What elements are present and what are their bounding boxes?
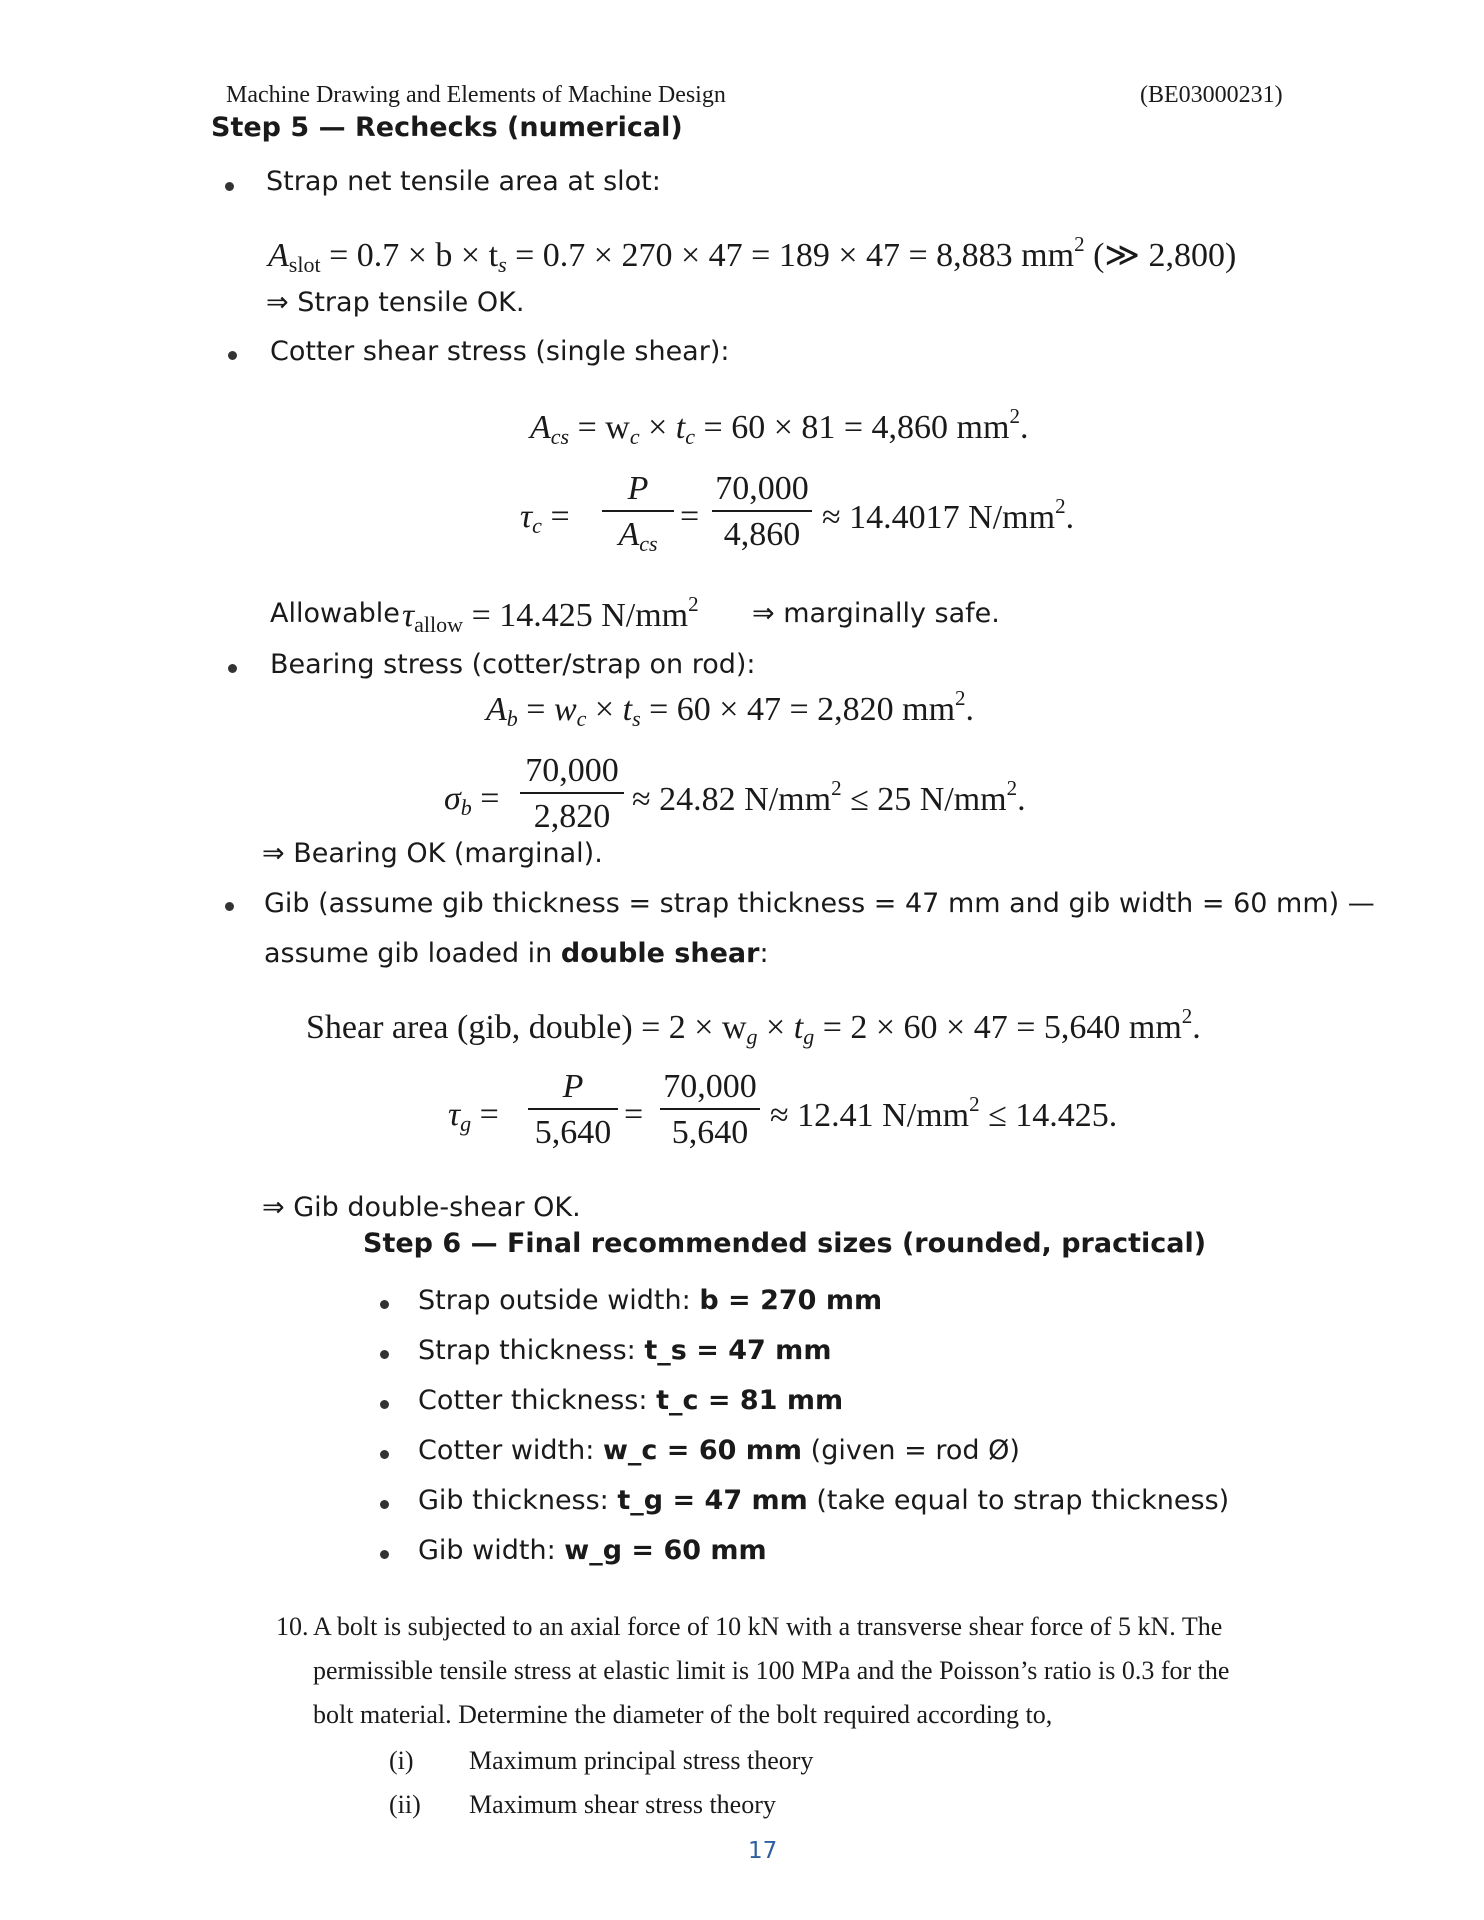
equation-gib-area: Shear area (gib, double) = $2 \times w_g \times t_g = 2 \times 60 \times 47 = 5,640$ $mm^2$. bbox=[306, 1004, 1201, 1049]
tau-c-symbol: $\tau_c$ = bbox=[520, 498, 570, 538]
bullet-dot bbox=[380, 1400, 389, 1409]
bullet-label-gib-line1: Gib (assume gib thickness = strap thickness = 47 mm and gib width = 60 mm) — bbox=[264, 888, 1375, 919]
question-number: 10. bbox=[276, 1612, 309, 1641]
step6-item-label: Gib thickness: bbox=[418, 1485, 618, 1516]
header-code: (BE03000231) bbox=[1140, 82, 1283, 108]
header-title: Machine Drawing and Elements of Machine Design bbox=[226, 82, 726, 108]
subpart-text-ii: Maximum shear stress theory bbox=[469, 1790, 776, 1819]
equation-cotter-area: $A_{cs} = w_c \times t_c = 60 \times 81 = 4,860$ $mm^2$. bbox=[530, 404, 1029, 449]
step6-list-item bbox=[418, 1535, 767, 1566]
step6-item-value: t_g = 47 mm bbox=[617, 1485, 808, 1516]
step6-title: Step 6 — Final recommended sizes (rounded, practical) bbox=[363, 1228, 1207, 1259]
page-number: 17 bbox=[748, 1838, 778, 1864]
question-line-1: A bolt is subjected to an axial force of 10 kN with a transverse shear force of 5 kN. The bbox=[313, 1612, 1223, 1641]
allowable-stress: $\tau_{allow} = 14.425$ $N/mm^2$ bbox=[402, 592, 699, 637]
bullet-dot bbox=[380, 1450, 389, 1459]
step6-list-item bbox=[418, 1485, 1229, 1516]
bullet-label-cotter-shear: Cotter shear stress (single shear): bbox=[270, 336, 730, 367]
equation-strap-area: $A_{slot} = 0.7 \times b \times t_s = 0.7 \times 270 \times 47 = 189 \times 47 = 8,883$ $mm^2$ (≫ 2,800) bbox=[268, 232, 1237, 277]
bullet-dot bbox=[228, 664, 237, 673]
fraction-tau-c-numeric: 70,000 4,860 bbox=[712, 470, 812, 554]
tau-g-result: ≈ 12.41 $N/mm^2 \le 14.425$. bbox=[770, 1092, 1118, 1134]
question-line-3: bolt material. Determine the diameter of the bolt required according to, bbox=[313, 1700, 1053, 1729]
step6-item-value: b = 270 mm bbox=[699, 1285, 883, 1316]
bullet-dot bbox=[225, 902, 234, 911]
step6-item-label: Cotter thickness: bbox=[418, 1385, 657, 1416]
bullet-dot bbox=[380, 1550, 389, 1559]
step6-item-label: Strap thickness: bbox=[418, 1335, 645, 1366]
equals-sign: = bbox=[624, 1096, 644, 1133]
bullet-dot bbox=[380, 1500, 389, 1509]
step5-title: Step 5 — Rechecks (numerical) bbox=[211, 112, 683, 143]
result-strap-tensile: ⇒ Strap tensile OK. bbox=[266, 287, 525, 318]
step6-item-label: Strap outside width: bbox=[418, 1285, 700, 1316]
equation-bearing-area: $A_b = w_c \times t_s = 60 \times 47 = 2,820$ $mm^2$. bbox=[486, 686, 975, 731]
sigma-b-result: ≈ 24.82 $N/mm^2 \le 25$ $N/mm^2$. bbox=[632, 776, 1026, 818]
bullet-dot bbox=[380, 1350, 389, 1359]
bullet-label-gib-line2: assume gib loaded in double shear: bbox=[264, 938, 769, 969]
step6-list-item bbox=[418, 1335, 831, 1366]
fraction-sigma-b: 70,000 2,820 bbox=[520, 752, 624, 836]
result-gib: ⇒ Gib double-shear OK. bbox=[262, 1192, 581, 1223]
subpart-number-i: (i) bbox=[389, 1746, 414, 1775]
bullet-label-bearing: Bearing stress (cotter/strap on rod): bbox=[270, 649, 756, 680]
subpart-number-ii: (ii) bbox=[389, 1790, 421, 1819]
subpart-text-i: Maximum principal stress theory bbox=[469, 1746, 814, 1775]
step6-item-label: Gib width: bbox=[418, 1535, 565, 1566]
sigma-b-symbol: $\sigma_b$ = bbox=[444, 780, 500, 820]
fraction-tau-g-symbolic: P 5,640 bbox=[528, 1068, 618, 1152]
bullet-label-strap-area: Strap net tensile area at slot: bbox=[266, 166, 661, 197]
tau-c-result: ≈ 14.4017 $N/mm^2$. bbox=[822, 494, 1075, 536]
tau-g-symbol: $\tau_g$ = bbox=[448, 1096, 499, 1136]
step6-item-note: (given = rod Ø) bbox=[802, 1435, 1020, 1466]
step6-item-value: t_s = 47 mm bbox=[644, 1335, 832, 1366]
step6-item-label: Cotter width: bbox=[418, 1435, 603, 1466]
bullet-dot bbox=[380, 1300, 389, 1309]
step6-item-value: t_c = 81 mm bbox=[656, 1385, 844, 1416]
step6-list-item bbox=[418, 1385, 843, 1416]
result-bearing: ⇒ Bearing OK (marginal). bbox=[262, 838, 603, 869]
fraction-tau-c-symbolic: P $A_{cs}$ bbox=[602, 470, 674, 557]
step6-list-item bbox=[418, 1285, 882, 1316]
step6-item-value: w_g = 60 mm bbox=[564, 1535, 767, 1566]
allowable-result: ⇒ marginally safe. bbox=[752, 598, 1000, 629]
allowable-label: Allowable bbox=[270, 598, 400, 629]
bullet-dot bbox=[225, 182, 234, 191]
step6-item-note: (take equal to strap thickness) bbox=[807, 1485, 1230, 1516]
question-line-2: permissible tensile stress at elastic limit is 100 MPa and the Poisson’s ratio is 0.3 for the bbox=[313, 1656, 1230, 1685]
bullet-dot bbox=[228, 351, 237, 360]
step6-item-value: w_c = 60 mm bbox=[602, 1435, 803, 1466]
equals-sign: = bbox=[680, 498, 700, 535]
fraction-tau-g-numeric: 70,000 5,640 bbox=[660, 1068, 760, 1152]
step6-list-item bbox=[418, 1435, 1020, 1466]
